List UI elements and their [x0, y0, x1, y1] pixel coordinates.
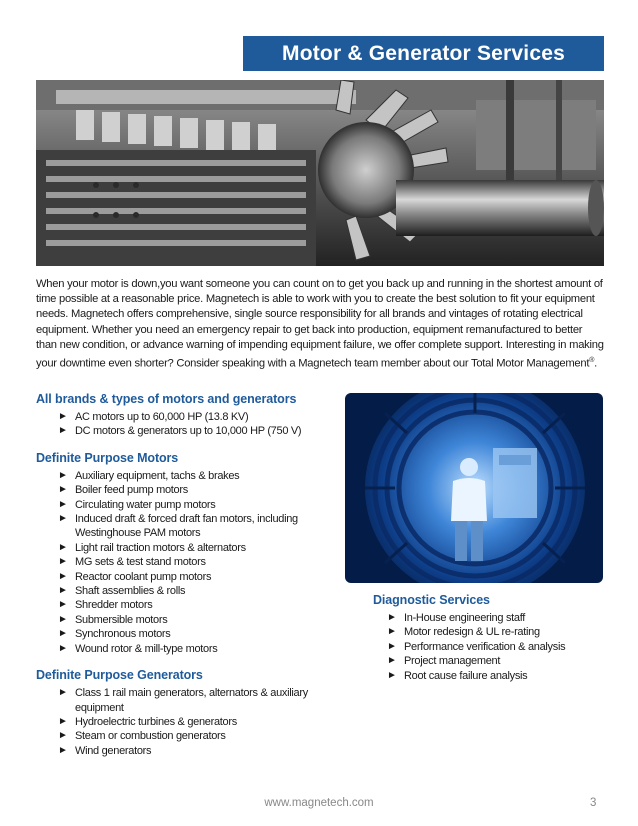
definite-purpose-motors-list: [58, 469, 336, 656]
list-item-text: DC motors & generators up to 10,000 HP (750 V): [75, 425, 302, 438]
bullet-arrow-icon: ►: [58, 513, 68, 525]
list-item: [58, 541, 336, 555]
list-item: [58, 570, 336, 584]
footer-website-link[interactable]: www.magnetech.com: [264, 797, 374, 809]
list-item-text: Project management: [404, 655, 501, 668]
all-brands-list: [58, 410, 336, 439]
list-item-text: Submersible motors: [75, 613, 168, 626]
bullet-arrow-icon: ►: [387, 626, 397, 638]
list-item: [58, 686, 336, 715]
section-title-definite-purpose-motors: Definite Purpose Motors: [36, 450, 179, 465]
motor-rotor-image: [36, 80, 604, 266]
bullet-arrow-icon: ►: [58, 484, 68, 496]
bullet-arrow-icon: ►: [387, 640, 397, 652]
technician-stator-photo: [345, 393, 603, 583]
bullet-arrow-icon: ►: [58, 628, 68, 640]
intro-paragraph: [36, 277, 604, 372]
list-item: [58, 598, 336, 612]
list-item: [58, 627, 336, 641]
list-item-text: Synchronous motors: [75, 628, 171, 641]
list-item: [58, 744, 336, 758]
bullet-arrow-icon: ►: [387, 612, 397, 623]
services-list-column: [36, 392, 336, 770]
list-item-text: Performance verification & analysis: [404, 640, 566, 653]
list-item-text: Wound rotor & mill-type motors: [75, 642, 218, 655]
list-item: [58, 584, 336, 598]
page-banner: [243, 36, 604, 71]
technician-stator-image: [345, 393, 603, 583]
section-title-definite-purpose-generators: Definite Purpose Generators: [36, 668, 203, 683]
list-item-text: Steam or combustion generators: [75, 730, 226, 743]
list-item-text: Boiler feed pump motors: [75, 484, 188, 497]
bullet-arrow-icon: ►: [58, 498, 68, 510]
list-item: [387, 640, 608, 654]
list-item-text: Shredder motors: [75, 599, 153, 612]
list-item-text: AC motors up to 60,000 HP (13.8 KV): [75, 411, 249, 423]
list-item: [58, 555, 336, 569]
bullet-arrow-icon: ►: [58, 556, 68, 568]
banner-title: Motor & Generator Services: [282, 41, 565, 65]
registered-mark: ®: [589, 357, 595, 365]
bullet-arrow-icon: ►: [58, 585, 68, 597]
page-number: 3: [590, 797, 597, 809]
intro-end: .: [594, 357, 598, 370]
bullet-arrow-icon: ►: [58, 687, 68, 699]
list-item-text: Hydroelectric turbines & generators: [75, 715, 237, 728]
list-item: [58, 469, 336, 483]
motor-rotor-photo: [36, 80, 604, 266]
list-item: [58, 410, 336, 424]
bullet-arrow-icon: ►: [58, 744, 68, 756]
bullet-arrow-icon: ►: [387, 655, 397, 667]
list-item: [387, 654, 608, 668]
list-item-text: Motor redesign & UL re-rating: [404, 626, 540, 639]
list-item-text: MG sets & test stand motors: [75, 556, 206, 569]
list-item-text: Root cause failure analysis: [404, 669, 528, 682]
bullet-arrow-icon: ►: [58, 469, 68, 481]
diagnostic-services-list: [387, 611, 608, 683]
bullet-arrow-icon: ►: [58, 599, 68, 611]
bullet-arrow-icon: ►: [58, 570, 68, 582]
list-item: [387, 625, 608, 639]
section-title-diagnostic-services: Diagnostic Services: [373, 593, 490, 607]
list-item: [58, 642, 336, 656]
list-item: [58, 715, 336, 729]
list-item: [58, 729, 336, 743]
bullet-arrow-icon: ►: [58, 642, 68, 654]
list-item: [58, 498, 336, 512]
list-item: [58, 613, 336, 627]
list-item: [387, 611, 608, 625]
list-item: [58, 512, 336, 541]
bullet-arrow-icon: ►: [58, 715, 68, 727]
list-item-text: Shaft assemblies & rolls: [75, 585, 186, 598]
list-item-text: Induced draft & forced draft fan motors, including Westinghouse PAM motors: [75, 513, 298, 540]
bullet-arrow-icon: ►: [58, 541, 68, 553]
list-item-text: Reactor coolant pump motors: [75, 570, 212, 583]
bullet-arrow-icon: ►: [58, 613, 68, 625]
diagnostic-services-column: [373, 593, 608, 695]
list-item: [58, 424, 336, 438]
section-title-all-brands: All brands & types of motors and generators: [36, 392, 297, 406]
list-item-text: Wind generators: [75, 744, 152, 757]
list-item-text: Auxiliary equipment, tachs & brakes: [75, 469, 240, 482]
bullet-arrow-icon: ►: [387, 669, 397, 681]
list-item: [58, 483, 336, 497]
list-item-text: In-House engineering staff: [404, 612, 526, 624]
intro-text: When your motor is down,you want someone you can count on to get you back up and running in the shortest amount of time possible at a reasonable price. Magnetech is able to work with you to create the best solution to fit your equipment needs. Magnetech offers comprehensive, single source responsibility for all brands and vintages of rotating electrical equipment. Whether you need an emergency repair to get back into production, equipment remanufactured to better than new condition, or advance warning of impending equipment failure, we offer complete support. Interesting in making your downtime even shorter? Consider speaking with a Magnetech team member about our Total Motor Management: [36, 278, 604, 370]
definite-purpose-generators-list: [58, 686, 336, 758]
bullet-arrow-icon: ►: [58, 730, 68, 742]
bullet-arrow-icon: ►: [58, 425, 68, 437]
bullet-arrow-icon: ►: [58, 411, 68, 422]
list-item-text: Class 1 rail main generators, alternators & auxiliary equipment: [75, 687, 308, 714]
list-item: [387, 669, 608, 683]
list-item-text: Light rail traction motors & alternators: [75, 541, 246, 554]
list-item-text: Circulating water pump motors: [75, 498, 216, 511]
